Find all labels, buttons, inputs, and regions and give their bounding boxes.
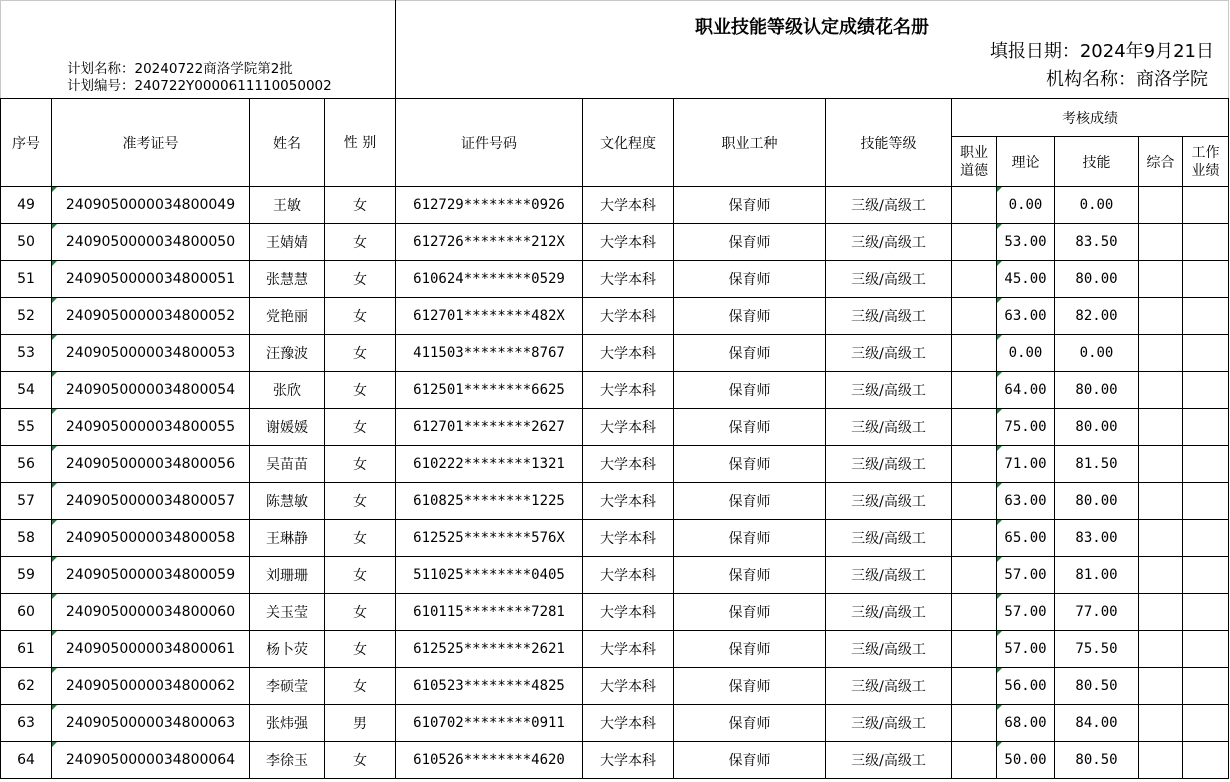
cell-seq: 51 xyxy=(1,261,52,298)
cell-job: 保育师 xyxy=(674,705,826,742)
cell-theory: 57.00 xyxy=(997,594,1055,631)
cell-overall xyxy=(1139,298,1183,335)
cell-gender: 女 xyxy=(325,594,396,631)
table-row xyxy=(1,409,1229,446)
header-gender: 性 别 xyxy=(325,99,396,187)
cell-level: 三级/高级工 xyxy=(826,187,952,224)
cell-level: 三级/高级工 xyxy=(826,261,952,298)
cell-theory: 71.00 xyxy=(997,446,1055,483)
cell-ethics xyxy=(952,705,997,742)
cell-gender: 女 xyxy=(325,224,396,261)
cell-overall xyxy=(1139,446,1183,483)
cell-overall xyxy=(1139,409,1183,446)
cell-name: 张炜强 xyxy=(250,705,325,742)
cell-skill: 0.00 xyxy=(1055,335,1139,372)
cell-theory: 65.00 xyxy=(997,520,1055,557)
cell-name: 李硕莹 xyxy=(250,668,325,705)
cell-level: 三级/高级工 xyxy=(826,594,952,631)
cell-gender: 女 xyxy=(325,557,396,594)
cell-name: 杨卜荧 xyxy=(250,631,325,668)
cell-work xyxy=(1183,298,1229,335)
cell-seq: 62 xyxy=(1,668,52,705)
cell-seq: 50 xyxy=(1,224,52,261)
cell-education: 大学本科 xyxy=(583,446,674,483)
cell-gender: 女 xyxy=(325,187,396,224)
cell-education: 大学本科 xyxy=(583,520,674,557)
header-overall: 综合 xyxy=(1139,137,1183,187)
cell-id-no: 610624********0529 xyxy=(396,261,583,298)
cell-seq: 56 xyxy=(1,446,52,483)
plan-name: 计划名称：20240722商洛学院第2批 xyxy=(67,61,293,77)
cell-level: 三级/高级工 xyxy=(826,446,952,483)
cell-skill: 80.00 xyxy=(1055,409,1139,446)
page-title: 职业技能等级认定成绩花名册 xyxy=(695,17,929,38)
cell-education: 大学本科 xyxy=(583,668,674,705)
cell-level: 三级/高级工 xyxy=(826,520,952,557)
cell-work xyxy=(1183,335,1229,372)
cell-skill: 81.50 xyxy=(1055,446,1139,483)
cell-overall xyxy=(1139,335,1183,372)
cell-level: 三级/高级工 xyxy=(826,705,952,742)
cell-id-no: 411503********8767 xyxy=(396,335,583,372)
cell-job: 保育师 xyxy=(674,557,826,594)
cell-work xyxy=(1183,446,1229,483)
header-job: 职业工种 xyxy=(674,99,826,187)
cell-theory: 56.00 xyxy=(997,668,1055,705)
cell-ethics xyxy=(952,483,997,520)
cell-seq: 64 xyxy=(1,742,52,779)
cell-id-no: 612525********576X xyxy=(396,520,583,557)
cell-level: 三级/高级工 xyxy=(826,557,952,594)
cell-ethics xyxy=(952,409,997,446)
fill-date: 填报日期：2024年9月21日 xyxy=(989,41,1215,62)
cell-name: 刘珊珊 xyxy=(250,557,325,594)
cell-gender: 女 xyxy=(325,483,396,520)
cell-job: 保育师 xyxy=(674,483,826,520)
table-row xyxy=(1,261,1229,298)
cell-job: 保育师 xyxy=(674,335,826,372)
cell-job: 保育师 xyxy=(674,520,826,557)
cell-education: 大学本科 xyxy=(583,187,674,224)
header-id-no: 证件号码 xyxy=(396,99,583,187)
cell-level: 三级/高级工 xyxy=(826,335,952,372)
cell-ethics xyxy=(952,298,997,335)
cell-theory: 45.00 xyxy=(997,261,1055,298)
cell-id-no: 612525********2621 xyxy=(396,631,583,668)
cell-id-no: 610222********1321 xyxy=(396,446,583,483)
table-row xyxy=(1,372,1229,409)
org-name: 机构名称：商洛学院 xyxy=(1046,69,1209,90)
cell-gender: 女 xyxy=(325,335,396,372)
table-row xyxy=(1,446,1229,483)
cell-name: 吴苗苗 xyxy=(250,446,325,483)
cell-job: 保育师 xyxy=(674,742,826,779)
cell-ethics xyxy=(952,372,997,409)
cell-theory: 75.00 xyxy=(997,409,1055,446)
cell-gender: 女 xyxy=(325,446,396,483)
cell-name: 张欣 xyxy=(250,372,325,409)
cell-skill: 80.00 xyxy=(1055,483,1139,520)
cell-id-no: 610702********0911 xyxy=(396,705,583,742)
cell-level: 三级/高级工 xyxy=(826,631,952,668)
cell-skill: 0.00 xyxy=(1055,187,1139,224)
cell-skill: 80.50 xyxy=(1055,742,1139,779)
cell-ethics xyxy=(952,446,997,483)
table-row xyxy=(1,742,1229,779)
cell-skill: 83.50 xyxy=(1055,224,1139,261)
cell-theory: 63.00 xyxy=(997,298,1055,335)
plan-code: 计划编号：240722Y0000611110050002 xyxy=(67,78,332,94)
cell-seq: 53 xyxy=(1,335,52,372)
cell-work xyxy=(1183,483,1229,520)
cell-work xyxy=(1183,594,1229,631)
cell-ethics xyxy=(952,187,997,224)
cell-ethics xyxy=(952,520,997,557)
cell-overall xyxy=(1139,705,1183,742)
table-row xyxy=(1,224,1229,261)
cell-overall xyxy=(1139,224,1183,261)
header-theory: 理论 xyxy=(997,137,1055,187)
header-scores: 考核成绩 xyxy=(952,99,1229,137)
plan-info-cell xyxy=(1,1,396,99)
cell-work xyxy=(1183,705,1229,742)
cell-level: 三级/高级工 xyxy=(826,224,952,261)
cell-name: 张慧慧 xyxy=(250,261,325,298)
cell-seq: 58 xyxy=(1,520,52,557)
cell-exam-no: 2409050000034800050 xyxy=(52,224,250,261)
cell-education: 大学本科 xyxy=(583,483,674,520)
cell-level: 三级/高级工 xyxy=(826,668,952,705)
cell-gender: 女 xyxy=(325,631,396,668)
plan-info xyxy=(67,61,332,95)
cell-work xyxy=(1183,557,1229,594)
cell-education: 大学本科 xyxy=(583,557,674,594)
cell-skill: 80.00 xyxy=(1055,372,1139,409)
cell-overall xyxy=(1139,557,1183,594)
cell-gender: 女 xyxy=(325,372,396,409)
cell-level: 三级/高级工 xyxy=(826,483,952,520)
cell-skill: 82.00 xyxy=(1055,298,1139,335)
header-name: 姓名 xyxy=(250,99,325,187)
title-cell xyxy=(396,1,1229,99)
cell-overall xyxy=(1139,483,1183,520)
cell-name: 王婧婧 xyxy=(250,224,325,261)
cell-overall xyxy=(1139,742,1183,779)
cell-overall xyxy=(1139,520,1183,557)
cell-seq: 61 xyxy=(1,631,52,668)
cell-overall xyxy=(1139,594,1183,631)
cell-ethics xyxy=(952,631,997,668)
cell-overall xyxy=(1139,261,1183,298)
cell-seq: 49 xyxy=(1,187,52,224)
header-level: 技能等级 xyxy=(826,99,952,187)
cell-exam-no: 2409050000034800049 xyxy=(52,187,250,224)
cell-exam-no: 2409050000034800060 xyxy=(52,594,250,631)
cell-exam-no: 2409050000034800058 xyxy=(52,520,250,557)
cell-id-no: 612729********0926 xyxy=(396,187,583,224)
cell-name: 李徐玉 xyxy=(250,742,325,779)
cell-ethics xyxy=(952,742,997,779)
cell-theory: 50.00 xyxy=(997,742,1055,779)
cell-id-no: 610523********4825 xyxy=(396,668,583,705)
cell-theory: 57.00 xyxy=(997,631,1055,668)
cell-gender: 男 xyxy=(325,705,396,742)
cell-job: 保育师 xyxy=(674,446,826,483)
cell-ethics xyxy=(952,594,997,631)
cell-exam-no: 2409050000034800061 xyxy=(52,631,250,668)
cell-seq: 57 xyxy=(1,483,52,520)
header-seq: 序号 xyxy=(1,99,52,187)
cell-overall xyxy=(1139,187,1183,224)
cell-overall xyxy=(1139,372,1183,409)
table-row xyxy=(1,594,1229,631)
cell-gender: 女 xyxy=(325,298,396,335)
cell-seq: 59 xyxy=(1,557,52,594)
header-exam-no: 准考证号 xyxy=(52,99,250,187)
table-row xyxy=(1,668,1229,705)
cell-gender: 女 xyxy=(325,409,396,446)
cell-name: 汪豫波 xyxy=(250,335,325,372)
cell-ethics xyxy=(952,668,997,705)
cell-work xyxy=(1183,409,1229,446)
table-row xyxy=(1,298,1229,335)
cell-seq: 55 xyxy=(1,409,52,446)
table-row xyxy=(1,631,1229,668)
cell-exam-no: 2409050000034800054 xyxy=(52,372,250,409)
cell-work xyxy=(1183,520,1229,557)
cell-work xyxy=(1183,372,1229,409)
cell-name: 王琳静 xyxy=(250,520,325,557)
cell-work xyxy=(1183,224,1229,261)
cell-job: 保育师 xyxy=(674,594,826,631)
cell-education: 大学本科 xyxy=(583,335,674,372)
cell-id-no: 610115********7281 xyxy=(396,594,583,631)
cell-job: 保育师 xyxy=(674,298,826,335)
cell-gender: 女 xyxy=(325,261,396,298)
cell-education: 大学本科 xyxy=(583,409,674,446)
cell-education: 大学本科 xyxy=(583,705,674,742)
cell-level: 三级/高级工 xyxy=(826,372,952,409)
cell-id-no: 610825********1225 xyxy=(396,483,583,520)
cell-ethics xyxy=(952,261,997,298)
cell-exam-no: 2409050000034800056 xyxy=(52,446,250,483)
cell-theory: 0.00 xyxy=(997,335,1055,372)
cell-name: 王敏 xyxy=(250,187,325,224)
cell-education: 大学本科 xyxy=(583,224,674,261)
cell-seq: 52 xyxy=(1,298,52,335)
cell-exam-no: 2409050000034800064 xyxy=(52,742,250,779)
cell-name: 党艳丽 xyxy=(250,298,325,335)
cell-id-no: 610526********4620 xyxy=(396,742,583,779)
cell-work xyxy=(1183,668,1229,705)
cell-exam-no: 2409050000034800052 xyxy=(52,298,250,335)
table-row xyxy=(1,520,1229,557)
cell-job: 保育师 xyxy=(674,409,826,446)
cell-seq: 60 xyxy=(1,594,52,631)
cell-exam-no: 2409050000034800057 xyxy=(52,483,250,520)
cell-education: 大学本科 xyxy=(583,261,674,298)
cell-level: 三级/高级工 xyxy=(826,409,952,446)
cell-job: 保育师 xyxy=(674,631,826,668)
table-row xyxy=(1,483,1229,520)
cell-work xyxy=(1183,187,1229,224)
cell-ethics xyxy=(952,557,997,594)
cell-name: 谢媛媛 xyxy=(250,409,325,446)
cell-seq: 63 xyxy=(1,705,52,742)
cell-theory: 63.00 xyxy=(997,483,1055,520)
cell-education: 大学本科 xyxy=(583,594,674,631)
cell-exam-no: 2409050000034800059 xyxy=(52,557,250,594)
cell-level: 三级/高级工 xyxy=(826,298,952,335)
cell-ethics xyxy=(952,335,997,372)
cell-overall xyxy=(1139,631,1183,668)
cell-job: 保育师 xyxy=(674,187,826,224)
cell-overall xyxy=(1139,668,1183,705)
cell-skill: 75.50 xyxy=(1055,631,1139,668)
cell-work xyxy=(1183,261,1229,298)
cell-theory: 53.00 xyxy=(997,224,1055,261)
table-row xyxy=(1,187,1229,224)
cell-exam-no: 2409050000034800062 xyxy=(52,668,250,705)
cell-job: 保育师 xyxy=(674,668,826,705)
cell-skill: 80.50 xyxy=(1055,668,1139,705)
cell-theory: 0.00 xyxy=(997,187,1055,224)
cell-job: 保育师 xyxy=(674,261,826,298)
cell-work xyxy=(1183,631,1229,668)
cell-theory: 57.00 xyxy=(997,557,1055,594)
cell-theory: 64.00 xyxy=(997,372,1055,409)
cell-id-no: 612701********2627 xyxy=(396,409,583,446)
cell-work xyxy=(1183,742,1229,779)
table-row xyxy=(1,335,1229,372)
header-ethics: 职业 道德 xyxy=(952,137,997,187)
header-education: 文化程度 xyxy=(583,99,674,187)
header-skill: 技能 xyxy=(1055,137,1139,187)
cell-id-no: 511025********0405 xyxy=(396,557,583,594)
cell-id-no: 612701********482X xyxy=(396,298,583,335)
cell-id-no: 612726********212X xyxy=(396,224,583,261)
cell-gender: 女 xyxy=(325,520,396,557)
cell-exam-no: 2409050000034800053 xyxy=(52,335,250,372)
header-work: 工作 业绩 xyxy=(1183,137,1229,187)
cell-id-no: 612501********6625 xyxy=(396,372,583,409)
cell-skill: 84.00 xyxy=(1055,705,1139,742)
cell-education: 大学本科 xyxy=(583,742,674,779)
cell-level: 三级/高级工 xyxy=(826,742,952,779)
cell-ethics xyxy=(952,224,997,261)
cell-gender: 女 xyxy=(325,668,396,705)
cell-skill: 80.00 xyxy=(1055,261,1139,298)
cell-job: 保育师 xyxy=(674,224,826,261)
cell-skill: 83.00 xyxy=(1055,520,1139,557)
table-row xyxy=(1,705,1229,742)
cell-education: 大学本科 xyxy=(583,298,674,335)
cell-name: 关玉莹 xyxy=(250,594,325,631)
cell-seq: 54 xyxy=(1,372,52,409)
cell-skill: 77.00 xyxy=(1055,594,1139,631)
cell-job: 保育师 xyxy=(674,372,826,409)
cell-gender: 女 xyxy=(325,742,396,779)
cell-education: 大学本科 xyxy=(583,372,674,409)
cell-exam-no: 2409050000034800051 xyxy=(52,261,250,298)
table-row xyxy=(1,557,1229,594)
cell-theory: 68.00 xyxy=(997,705,1055,742)
cell-skill: 81.00 xyxy=(1055,557,1139,594)
cell-education: 大学本科 xyxy=(583,631,674,668)
cell-exam-no: 2409050000034800063 xyxy=(52,705,250,742)
cell-name: 陈慧敏 xyxy=(250,483,325,520)
cell-exam-no: 2409050000034800055 xyxy=(52,409,250,446)
